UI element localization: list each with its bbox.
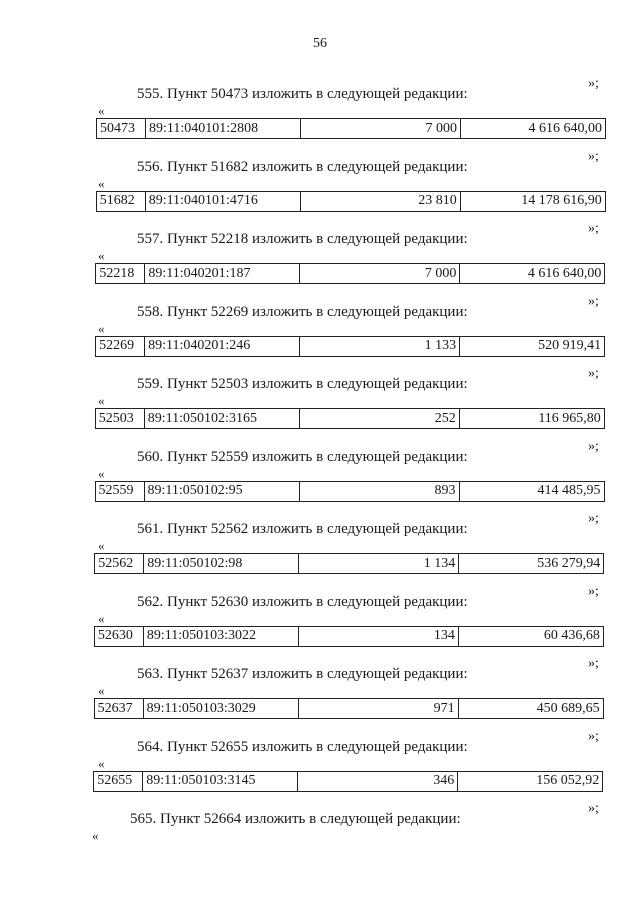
cell-area: 346: [297, 772, 457, 791]
table-row: [96, 118, 606, 139]
cell-item-number: 52562: [98, 555, 134, 571]
table-row: [93, 771, 603, 792]
cell-cadastral-value: 520 919,41: [459, 337, 604, 356]
opening-quote: «: [98, 465, 105, 481]
closing-quote: »;: [588, 293, 599, 309]
cell-cadastral-number: 89:11:040201:246: [144, 337, 299, 356]
cell-cadastral-value: 450 689,65: [458, 699, 603, 718]
cell-item-number: 52218: [99, 265, 135, 281]
cell-cadastral-value: 14 178 616,90: [460, 192, 605, 211]
cell-item-number: 52655: [97, 773, 133, 788]
amendment-heading: 557. Пункт 52218 изложить в следующей редакции:: [137, 231, 468, 247]
cell-item-number: 52559: [98, 483, 134, 498]
cell-area: 1 133: [299, 337, 459, 356]
cell-cadastral-number: 89:11:050103:3145: [142, 772, 297, 791]
table-row: [95, 336, 605, 357]
amendment-heading: 556. Пункт 51682 изложить в следующей редакции:: [137, 158, 468, 175]
closing-quote: »;: [588, 438, 599, 454]
cell-cadastral-value: 156 052,92: [457, 772, 602, 791]
cell-cadastral-number: 89:11:050102:95: [144, 482, 299, 501]
cell-item-number: 52503: [98, 410, 134, 426]
closing-quote: »;: [588, 511, 599, 526]
closing-quote: »;: [588, 583, 599, 599]
cell-cadastral-number: 89:11:050103:3022: [143, 627, 298, 646]
opening-quote: «: [98, 175, 105, 191]
cell-cadastral-value: 414 485,95: [459, 482, 604, 501]
cell-cadastral-number: 89:11:050103:3029: [143, 699, 298, 718]
cell-cadastral-value: 60 436,68: [458, 627, 603, 646]
cell-area: 23 810: [300, 192, 460, 211]
cell-cadastral-value: 4 616 640,00: [459, 264, 604, 283]
cell-item-number: 52637: [97, 700, 133, 716]
table-row: [94, 698, 604, 719]
cell-cadastral-value: 4 616 640,00: [460, 119, 605, 138]
amendment-heading: 565. Пункт 52664 изложить в следующей редакции:: [130, 811, 461, 827]
cell-cadastral-number: 89:11:040101:4716: [145, 192, 300, 211]
amendment-heading: 560. Пункт 52559 изложить в следующей редакции:: [137, 448, 468, 465]
amendment-heading: 562. Пункт 52630 изложить в следующей редакции:: [137, 593, 468, 610]
table-row: [95, 481, 605, 502]
opening-quote: «: [98, 538, 105, 553]
cell-area: 134: [298, 627, 458, 646]
closing-quote: »;: [588, 801, 599, 816]
cell-item-number: 50473: [100, 120, 135, 136]
opening-quote: «: [98, 248, 105, 263]
cell-cadastral-value: 536 279,94: [458, 554, 603, 573]
cell-item-number: 52269: [99, 338, 135, 353]
closing-quote: »;: [588, 728, 599, 744]
table-row: [94, 626, 604, 647]
cell-cadastral-value: 116 965,80: [459, 409, 604, 428]
table-row: [95, 263, 605, 284]
opening-quote: «: [98, 683, 105, 698]
cell-area: 7 000: [299, 264, 459, 283]
opening-quote: «: [98, 393, 105, 408]
closing-quote: »;: [588, 148, 599, 164]
opening-quote: «: [92, 828, 99, 843]
opening-quote: «: [98, 755, 105, 771]
cell-cadastral-number: 89:11:040201:187: [144, 264, 299, 283]
closing-quote: »;: [588, 221, 599, 236]
amendment-heading: 561. Пункт 52562 изложить в следующей редакции:: [137, 521, 468, 537]
amendment-heading: 559. Пункт 52503 изложить в следующей редакции:: [137, 376, 468, 392]
amendment-heading: 564. Пункт 52655 изложить в следующей редакции:: [137, 738, 468, 755]
amendment-heading: 558. Пункт 52269 изложить в следующей редакции:: [137, 303, 468, 320]
cell-item-number: 52630: [97, 628, 133, 643]
closing-quote: »;: [588, 366, 599, 381]
cell-area: 1 134: [298, 554, 458, 573]
closing-quote: »;: [588, 76, 599, 91]
amendment-heading: 555. Пункт 50473 изложить в следующей редакции:: [137, 86, 468, 102]
closing-quote: »;: [588, 656, 599, 671]
table-row: [95, 408, 605, 429]
table-row: [94, 553, 604, 574]
opening-quote: «: [98, 320, 105, 336]
cell-item-number: 51682: [99, 193, 135, 208]
page-number: 56: [313, 36, 327, 51]
cell-area: 252: [299, 409, 459, 428]
cell-area: 893: [299, 482, 459, 501]
cell-area: 971: [298, 699, 458, 718]
opening-quote: «: [98, 610, 105, 626]
table-row: [96, 191, 606, 212]
opening-quote: «: [98, 103, 105, 118]
cell-cadastral-number: 89:11:040101:2808: [145, 119, 300, 138]
cell-cadastral-number: 89:11:050102:3165: [144, 409, 299, 428]
amendment-heading: 563. Пункт 52637 изложить в следующей редакции:: [137, 666, 468, 682]
cell-area: 7 000: [300, 119, 460, 138]
cell-cadastral-number: 89:11:050102:98: [143, 554, 298, 573]
